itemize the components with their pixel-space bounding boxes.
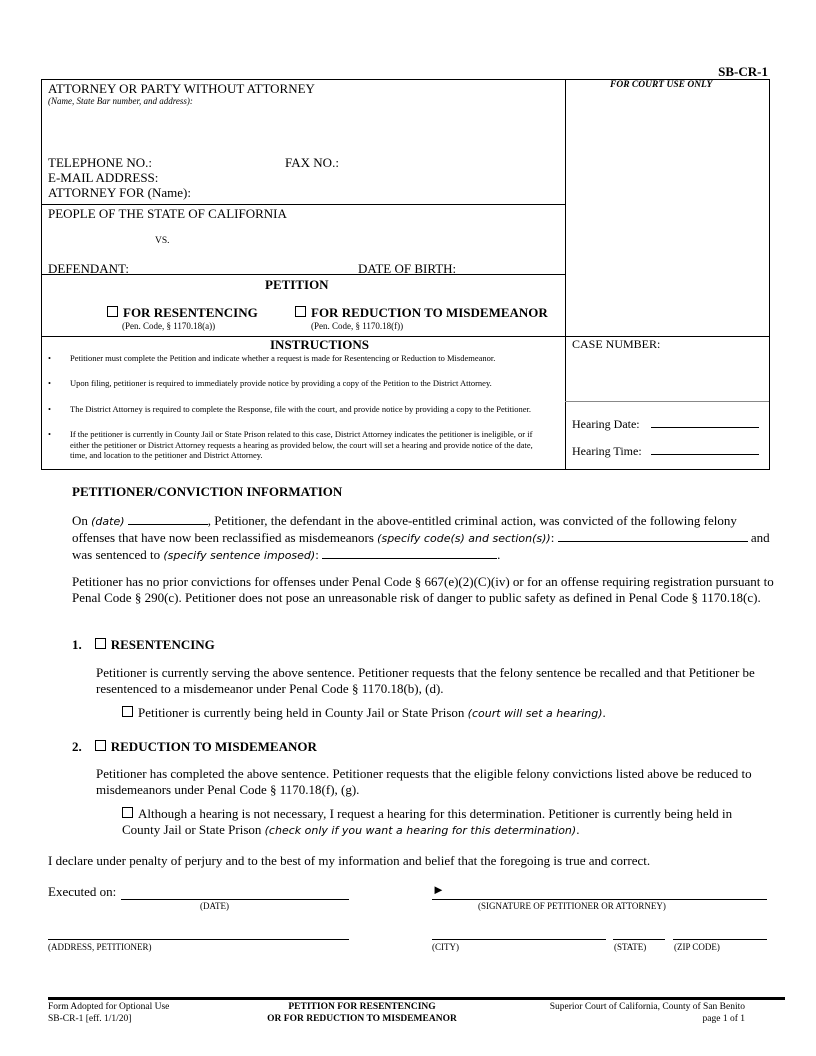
text: On (72, 513, 92, 528)
conviction-heading: PETITIONER/CONVICTION INFORMATION (72, 484, 343, 499)
num: 2. (72, 739, 82, 754)
state-line[interactable] (613, 939, 665, 940)
hearing-time[interactable] (572, 444, 759, 459)
date-field[interactable] (128, 524, 208, 525)
checkbox[interactable] (122, 807, 133, 818)
hint: (specify code(s) and section(s)) (377, 532, 551, 545)
title: REDUCTION TO MISDEMEANOR (110, 739, 317, 754)
sentence-field[interactable] (322, 558, 497, 559)
footer-right-1: Superior Court of California, County of San Benito (549, 1002, 745, 1012)
hint: (court will set a hearing) (467, 707, 603, 720)
city-caption: (CITY) (432, 942, 459, 952)
divider (565, 401, 769, 402)
text: Petitioner is currently being held in County Jail or State Prison (138, 705, 468, 720)
checkbox[interactable] (95, 638, 106, 649)
option-label: FOR REDUCTION TO MISDEMEANOR (311, 305, 548, 320)
checkbox[interactable] (95, 740, 106, 751)
divider (565, 79, 566, 469)
fax-label[interactable]: FAX NO.: (285, 155, 339, 170)
attorney-label: ATTORNEY OR PARTY WITHOUT ATTORNEY (48, 81, 315, 96)
text: and was sentenced to (72, 530, 770, 562)
state-caption: (STATE) (614, 942, 647, 952)
divider (41, 204, 565, 205)
case-number-label[interactable]: CASE NUMBER: (572, 337, 661, 351)
executed-label: Executed on: (48, 884, 117, 899)
label: Hearing Time: (572, 444, 642, 458)
option-label: FOR RESENTENCING (123, 305, 258, 320)
petition-title: PETITION (265, 277, 329, 292)
conviction-paragraph: On (date) , Petitioner, the defendant in the above-entitled criminal action, was convicted of the following felony offenses that have now been reclassified as misdemeanors (specify code(s) and section(s)): and was sentenced to (specify sentence imposed): . (72, 513, 770, 562)
footer-title-1: PETITION FOR RESENTENCING (288, 1002, 436, 1012)
resentencing-option[interactable] (107, 305, 258, 321)
address-line[interactable] (48, 939, 349, 940)
people-label: PEOPLE OF THE STATE OF CALIFORNIA (48, 206, 287, 221)
checkbox[interactable] (295, 306, 306, 317)
date-line[interactable] (121, 899, 349, 900)
prior-convictions-text: Petitioner has no prior convictions for offenses under Penal Code § 667(e)(2)(C)(iv) or for an offense requiring registration pursuant to Penal Code § 290(c). Petitioner does not pose an unreasonable risk of danger to public safety as defined in Penal Code § 1170.18(c). (72, 574, 774, 605)
opt1-code: (Pen. Code, § 1170.18(a)) (122, 321, 216, 331)
zip-line[interactable] (673, 939, 767, 940)
section1-heading (72, 637, 215, 653)
section2-check[interactable]: Although a hearing is not necessary, I request a hearing for this determination. Petitioner is currently being held in County Jail or State Prison (check only if you want a hearing for this determination). (122, 806, 733, 837)
instruction-item: • If the petitioner is currently in County Jail or State Prison related to this case, District Attorney indicates the petitioner is ineligible, or if either the petitioner or District Attorney requests a hearing as provided below, the court will set a hearing and provide notice of the date, time, and location to the petitioner and District Attorney. (70, 429, 550, 461)
footer-left-1: Form Adopted for Optional Use (48, 1002, 170, 1012)
dob-label[interactable]: DATE OF BIRTH: (358, 261, 457, 276)
footer-title-2: OR FOR REDUCTION TO MISDEMEANOR (267, 1014, 457, 1024)
reduction-option[interactable] (295, 305, 548, 321)
checkbox[interactable] (122, 706, 133, 717)
form-id: SB-CR-1 (718, 64, 768, 79)
declaration: I declare under penalty of perjury and to the best of my information and belief that the foregoing is true and correct. (48, 853, 651, 868)
telephone-label[interactable]: TELEPHONE NO.: (48, 155, 152, 170)
footer-left-2: SB-CR-1 [eff. 1/1/20] (48, 1014, 132, 1024)
hearing-date[interactable] (572, 417, 759, 432)
instruction-item: • The District Attorney is required to complete the Response, file with the court, and provide notice by providing a copy to the Petitioner. (70, 404, 550, 415)
opt2-code: (Pen. Code, § 1170.18(f)) (311, 321, 404, 331)
hint: (date) (91, 515, 125, 528)
text: Although a hearing is not necessary, I request a hearing for this determination. Petitioner is currently being held in County Jail or State Prison (122, 806, 733, 837)
zip-caption: (ZIP CODE) (674, 942, 720, 952)
signature-line[interactable] (432, 899, 767, 900)
attorney-for-label[interactable]: ATTORNEY FOR (Name): (48, 185, 191, 200)
section1-text: Petitioner is currently serving the above sentence. Petitioner requests that the felony sentence be recalled and that Petitioner be resentenced to a misdemeanor under Penal Code § 1170.18(b), (d). (96, 665, 755, 696)
line (651, 454, 759, 455)
text: , Petitioner, the defendant in the above-entitled criminal action, was convicted of the following felony offenses that have now been reclassified as misdemeanors (72, 513, 737, 545)
arrow-icon: ► (432, 882, 445, 897)
defendant-label[interactable]: DEFENDANT: (48, 261, 129, 276)
court-use-label: FOR COURT USE ONLY (610, 80, 713, 90)
code-field[interactable] (558, 541, 748, 542)
footer-rule (48, 997, 785, 1000)
instruction-item: • Upon filing, petitioner is required to immediately provide notice by providing a copy of the Petition to the District Attorney. (70, 378, 550, 389)
address-caption: (ADDRESS, PETITIONER) (48, 942, 152, 952)
num: 1. (72, 637, 82, 652)
attorney-sub: (Name, State Bar number, and address): (48, 96, 193, 106)
title: RESENTENCING (110, 637, 215, 652)
section1-check[interactable]: Petitioner is currently being held in County Jail or State Prison (court will set a hearing). (122, 705, 606, 721)
line (651, 427, 759, 428)
section2-text: Petitioner has completed the above sentence. Petitioner requests that the eligible felony convictions listed above be reduced to misdemeanors under Penal Code § 1170.18(f), (g). (96, 766, 752, 797)
section2-heading (72, 739, 317, 755)
footer-right-2: page 1 of 1 (702, 1014, 745, 1024)
hint: (check only if you want a hearing for this determination) (264, 824, 577, 837)
vs-label: VS. (155, 236, 170, 246)
city-line[interactable] (432, 939, 606, 940)
instruction-item: • Petitioner must complete the Petition and indicate whether a request is made for Resentencing or Reduction to Misdemeanor. (70, 353, 550, 364)
instructions-title: INSTRUCTIONS (270, 337, 369, 352)
date-caption: (DATE) (200, 901, 229, 911)
checkbox[interactable] (107, 306, 118, 317)
label: Hearing Date: (572, 417, 640, 431)
hint: (specify sentence imposed) (163, 549, 316, 562)
signature-caption: (SIGNATURE OF PETITIONER OR ATTORNEY) (478, 901, 666, 911)
email-label[interactable]: E-MAIL ADDRESS: (48, 170, 159, 185)
